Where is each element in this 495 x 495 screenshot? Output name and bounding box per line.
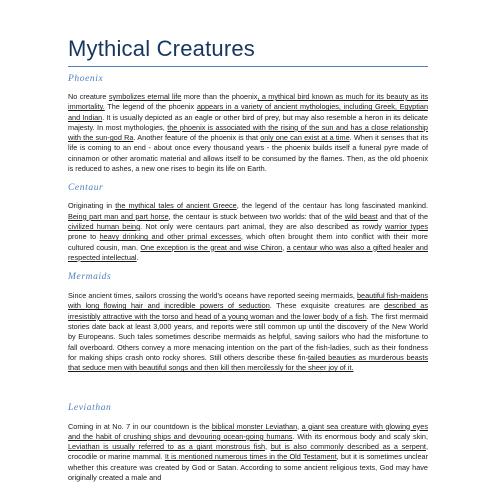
underlined-text: It is mentioned numerous times in the Old Testament bbox=[164, 452, 337, 462]
underlined-text: the phoenix is associated with the rising of the sun and has a close relationship with the sun-god Ra bbox=[68, 122, 428, 143]
underlined-text: a centaur who was also a gifted healer and respected intellectual bbox=[68, 242, 428, 262]
section-body bbox=[68, 291, 428, 373]
underlined-text: described as irresistibly attractive with the torso and head of a young woman and the lower body of a fish bbox=[68, 301, 429, 321]
section-leviathan bbox=[68, 403, 428, 484]
body-text: . It is usually depicted as an eagle or other bird of prey, but may also resemble a heron in its delicate majesty. In most mythologies, bbox=[68, 112, 428, 132]
underlined-text: Being part man and part horse bbox=[68, 211, 169, 221]
body-text: , bbox=[282, 242, 287, 252]
body-text: Coming in at No. 7 in our countdown is the bbox=[68, 421, 212, 431]
body-text: . bbox=[136, 252, 139, 262]
underlined-text: civilized human being bbox=[68, 221, 141, 231]
underlined-text: symbolizes eternal life bbox=[108, 92, 182, 101]
underlined-text: tailed beauties as murderous beasts that seduce men with beautiful songs and then kill then mercilessly for the sheer joy of it. bbox=[68, 352, 428, 373]
section-heading: Centaur bbox=[68, 183, 104, 194]
body-text: , the centaur is stuck between two worlds: that of the bbox=[168, 211, 345, 221]
section-body bbox=[68, 422, 428, 484]
body-text: , the legend of the centaur has long fascinated mankind. bbox=[236, 201, 428, 211]
section-mermaids bbox=[68, 272, 428, 373]
section-body bbox=[68, 201, 428, 263]
body-text: , which often brought them into conflict with their more cultured cousin, man. bbox=[68, 232, 428, 252]
section-heading: Phoenix bbox=[68, 74, 104, 84]
underlined-text: but is also commonly described as a serpent bbox=[270, 442, 426, 452]
underlined-text: One exception is the great and wise Chiron bbox=[140, 242, 283, 252]
body-text: No creature bbox=[68, 92, 109, 101]
underlined-text: the mythical tales of ancient Greece bbox=[115, 201, 237, 211]
body-text: , crocodile or marine mammal. bbox=[68, 442, 428, 462]
underlined-text: biblical monster Leviathan bbox=[211, 421, 298, 431]
body-text: more than the phoenix bbox=[181, 92, 258, 101]
underlined-text: appears in a variety of ancient mythologies, including Greek, Egyptian and Indian bbox=[68, 102, 428, 122]
body-text: , but it is sometimes unclear whether this creature was created by God or Satan. According to some ancient religious texts, God may have originally created a male and bbox=[68, 452, 428, 483]
underlined-text: warrior types bbox=[385, 221, 428, 231]
body-text: . With its enormous body and scaly skin, bbox=[292, 431, 429, 441]
section-heading: Mermaids bbox=[68, 272, 112, 283]
underlined-text: heavy drinking and other primal excesses bbox=[99, 232, 241, 242]
body-text: . Not only were centaurs part animal, they are also described as rowdy bbox=[140, 221, 386, 231]
underlined-text: wild beast bbox=[344, 211, 378, 221]
underlined-text: a giant sea creature with glowing eyes and the habit of crushing ships and devouring ocean-going humans bbox=[68, 421, 428, 441]
section-centaur bbox=[68, 183, 428, 263]
section-heading: Leviathan bbox=[68, 402, 112, 413]
underlined-text: only one can exist at a time bbox=[260, 133, 350, 143]
section-body bbox=[68, 92, 428, 174]
body-text: The legend of the phoenix bbox=[104, 102, 197, 112]
body-text: . These exquisite creatures are bbox=[269, 301, 385, 311]
document-title: Mythical Creatures bbox=[68, 36, 255, 61]
body-text: , bbox=[265, 442, 271, 452]
body-text: prone to bbox=[68, 232, 100, 242]
body-text: . When it senses that its life is coming to an end - about once every thousand years - the phoenix builds itself a funeral pyre made of cinnamon or other aromatic material and allows itself to be consumed by the flames. Then, as the old phoenix is reduced to ashes, a new one rises to begin its life on Earth. bbox=[68, 133, 429, 174]
body-text: and that of the bbox=[377, 211, 428, 221]
underlined-text: beautiful fish-maidens with long flowing hair and incredible powers of seduction bbox=[68, 291, 429, 311]
document-page bbox=[68, 36, 428, 483]
body-text: Since ancient times, sailors crossing the world's oceans have reported seeing mermaids, bbox=[68, 291, 357, 301]
section-phoenix bbox=[68, 74, 428, 174]
body-text: , bbox=[297, 421, 302, 431]
title-rule bbox=[68, 66, 428, 67]
underlined-text: , a mythical bird known as much for its beauty as its immortality. bbox=[68, 92, 428, 112]
body-text: . Another feature of the phoenix is that bbox=[133, 133, 261, 143]
body-text: Originating in bbox=[68, 201, 116, 211]
body-text: . The first mermaid stories date back at least 3,000 years, and reports were still common up until the discovery of the New World by Europeans. Such tales sometimes describe mermaids as helpful, saving sailors who had the misfortune to fall overboard. Others convey a more menacing intention on the part of the fish-ladies, such as their fondness for making ships crash onto rocky shores. Still others describe these fin- bbox=[68, 311, 428, 362]
underlined-text: Leviathan is usually referred to as a giant monstrous fish bbox=[68, 442, 266, 452]
